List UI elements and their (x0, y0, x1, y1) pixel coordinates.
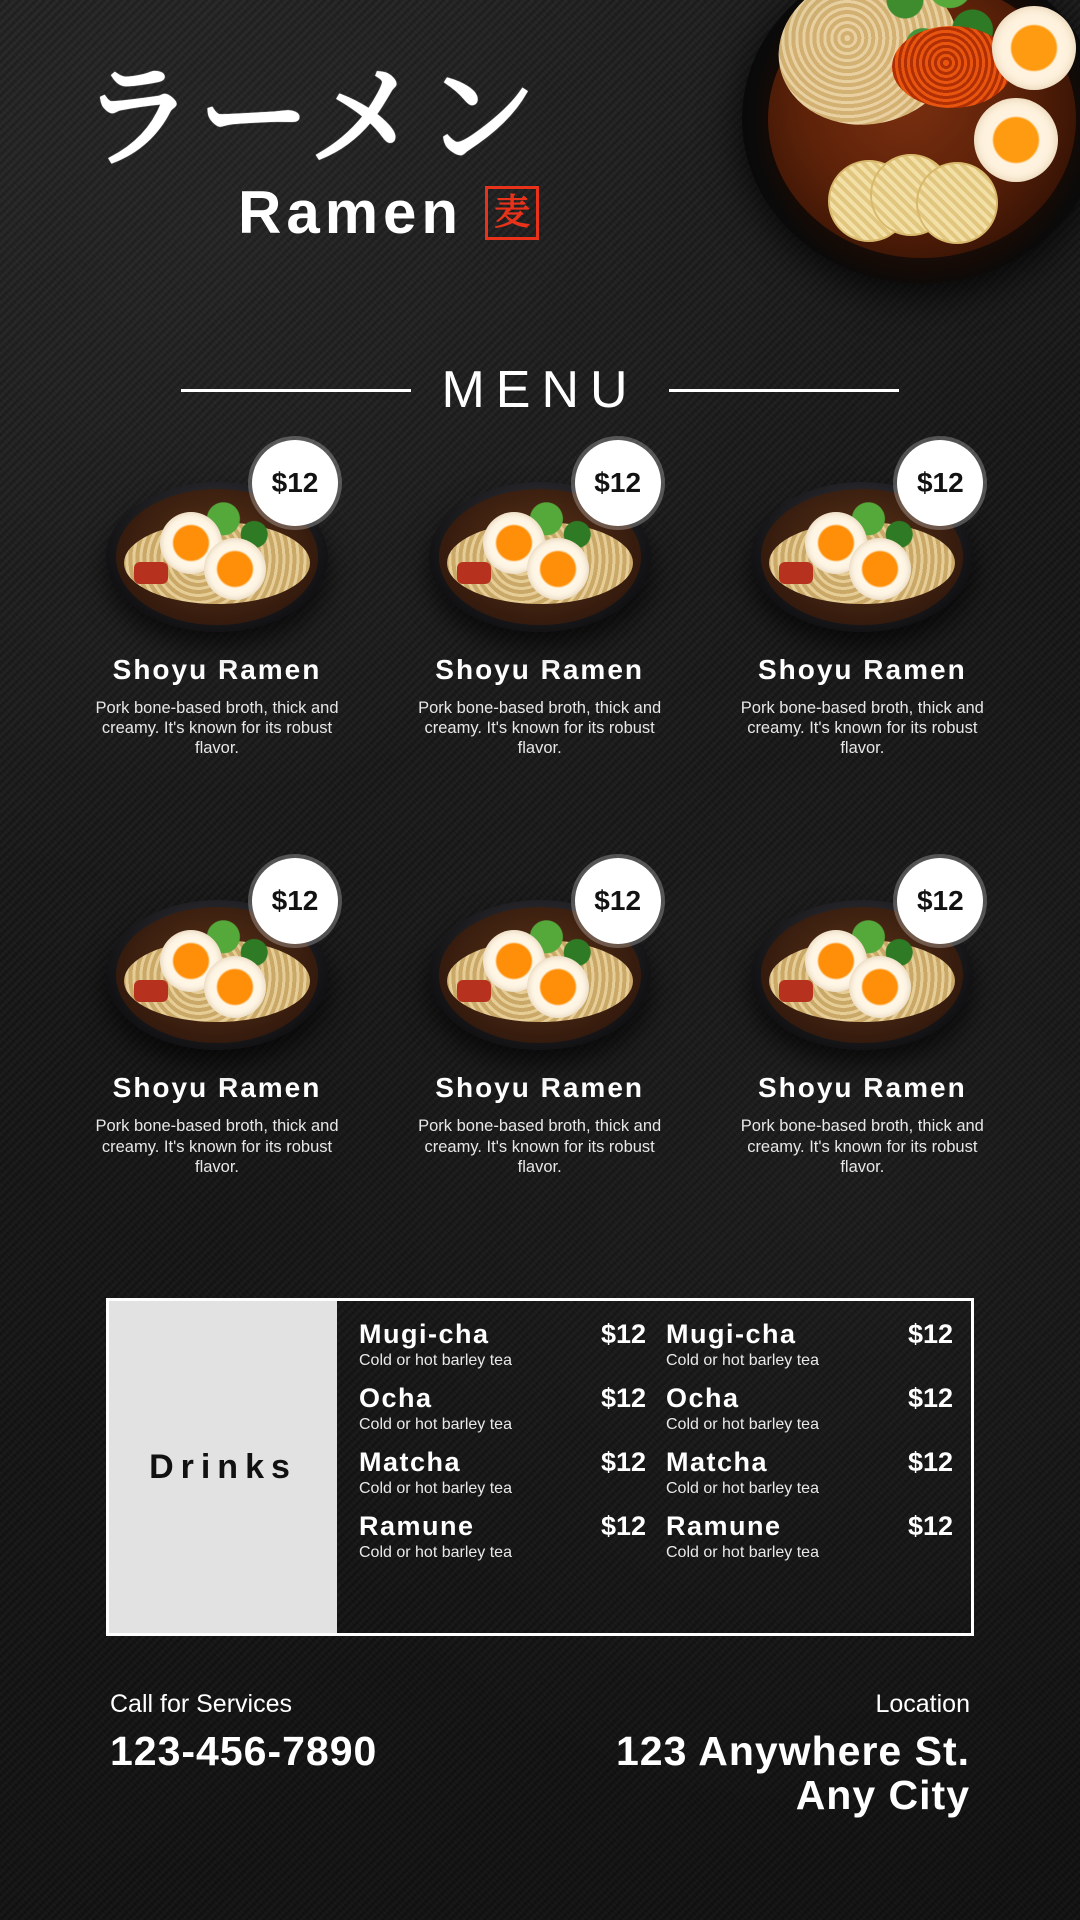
dish-grid (56, 440, 1024, 1177)
drink-price: $12 (600, 1511, 646, 1541)
poster-header (0, 0, 1080, 340)
dish-description: Pork bone-based broth, thick and creamy. It's known for its robust flavor. (95, 699, 339, 758)
dish-description: Pork bone-based broth, thick and creamy. It's known for its robust flavor. (740, 1117, 984, 1176)
dish-name: Shoyu Ramen (435, 654, 644, 685)
menu-section-header (0, 360, 1080, 420)
price-badge: $12 (252, 858, 338, 944)
romaji-title: Ramen (238, 179, 464, 246)
address-line-2: Any City (795, 1772, 970, 1819)
drink-item[interactable] (666, 1319, 953, 1370)
drink-name: Ocha (359, 1383, 433, 1413)
call-label: Call for Services (110, 1690, 292, 1718)
drink-name: Matcha (359, 1447, 462, 1477)
dish-description: Pork bone-based broth, thick and creamy. It's known for its robust flavor. (418, 1117, 662, 1176)
drink-item[interactable] (666, 1511, 953, 1562)
drinks-column-right (666, 1319, 953, 1619)
drink-name: Ramune (359, 1511, 475, 1541)
drink-name: Matcha (666, 1447, 769, 1477)
menu-rule-right (669, 389, 899, 392)
japanese-title: ラーメン (82, 53, 541, 183)
dish-name: Shoyu Ramen (757, 1072, 967, 1104)
drinks-section (106, 1298, 974, 1636)
dish-description: Pork bone-based broth, thick and creamy. It's known for its robust flavor. (418, 699, 662, 758)
drink-name: Ocha (666, 1383, 740, 1413)
dish-name: Shoyu Ramen (112, 1072, 322, 1104)
hero-narutomaki-slices (828, 154, 1018, 250)
drink-description: Cold or hot barley tea (666, 1352, 819, 1369)
dish-description: Pork bone-based broth, thick and creamy. It's known for its robust flavor. (95, 1117, 339, 1176)
address-line-1: 123 Anywhere St. (615, 1728, 970, 1774)
drinks-column-left (359, 1319, 646, 1619)
drink-item[interactable] (359, 1383, 646, 1434)
kanji-stamp-icon: 麦 (485, 186, 539, 240)
drink-description: Cold or hot barley tea (666, 1480, 819, 1497)
drink-item[interactable] (666, 1383, 953, 1434)
drink-description: Cold or hot barley tea (666, 1416, 819, 1433)
drink-description: Cold or hot barley tea (359, 1416, 512, 1433)
dish-name: Shoyu Ramen (112, 654, 322, 685)
drink-description: Cold or hot barley tea (359, 1544, 512, 1561)
menu-rule-left (181, 389, 411, 392)
drink-description: Cold or hot barley tea (359, 1352, 512, 1369)
price-badge: $12 (252, 440, 338, 526)
drinks-columns (337, 1301, 971, 1633)
hero-egg-one (992, 6, 1076, 90)
location-label: Location (875, 1690, 970, 1718)
drink-item[interactable] (666, 1447, 953, 1498)
dish-item[interactable] (701, 440, 1023, 758)
dish-item[interactable] (701, 858, 1023, 1176)
drink-name: Mugi-cha (359, 1319, 490, 1349)
drink-description: Cold or hot barley tea (666, 1544, 819, 1561)
drink-name: Ramune (666, 1511, 782, 1541)
drink-item[interactable] (359, 1447, 646, 1498)
drink-price: $12 (600, 1447, 646, 1477)
dish-item[interactable] (56, 440, 378, 758)
drink-name: Mugi-cha (666, 1319, 797, 1349)
drink-item[interactable] (359, 1511, 646, 1562)
drink-price: $12 (600, 1319, 646, 1349)
dish-name: Shoyu Ramen (757, 654, 967, 685)
dish-description: Pork bone-based broth, thick and creamy. It's known for its robust flavor. (740, 699, 984, 758)
dish-item[interactable] (56, 858, 378, 1176)
menu-section-label: MENU (441, 361, 639, 419)
drinks-section-label: Drinks (109, 1301, 337, 1633)
poster-footer (110, 1690, 970, 1818)
location-block (616, 1690, 970, 1818)
hero-ramen-bowl-image (742, 0, 1080, 284)
price-badge: $12 (897, 440, 983, 526)
drink-price: $12 (907, 1383, 953, 1413)
dish-item[interactable] (379, 858, 701, 1176)
phone-number[interactable]: 123-456-7890 (110, 1728, 378, 1774)
drink-price: $12 (907, 1319, 953, 1349)
drink-description: Cold or hot barley tea (359, 1480, 512, 1497)
drink-price: $12 (600, 1383, 646, 1413)
price-badge: $12 (575, 858, 661, 944)
dish-item[interactable] (379, 440, 701, 758)
dish-name: Shoyu Ramen (435, 1072, 644, 1104)
price-badge: $12 (897, 858, 983, 944)
price-badge: $12 (575, 440, 661, 526)
drink-item[interactable] (359, 1319, 646, 1370)
drink-price: $12 (907, 1447, 953, 1477)
romaji-title-row (238, 178, 539, 247)
drink-price: $12 (907, 1511, 953, 1541)
contact-block (110, 1690, 377, 1818)
